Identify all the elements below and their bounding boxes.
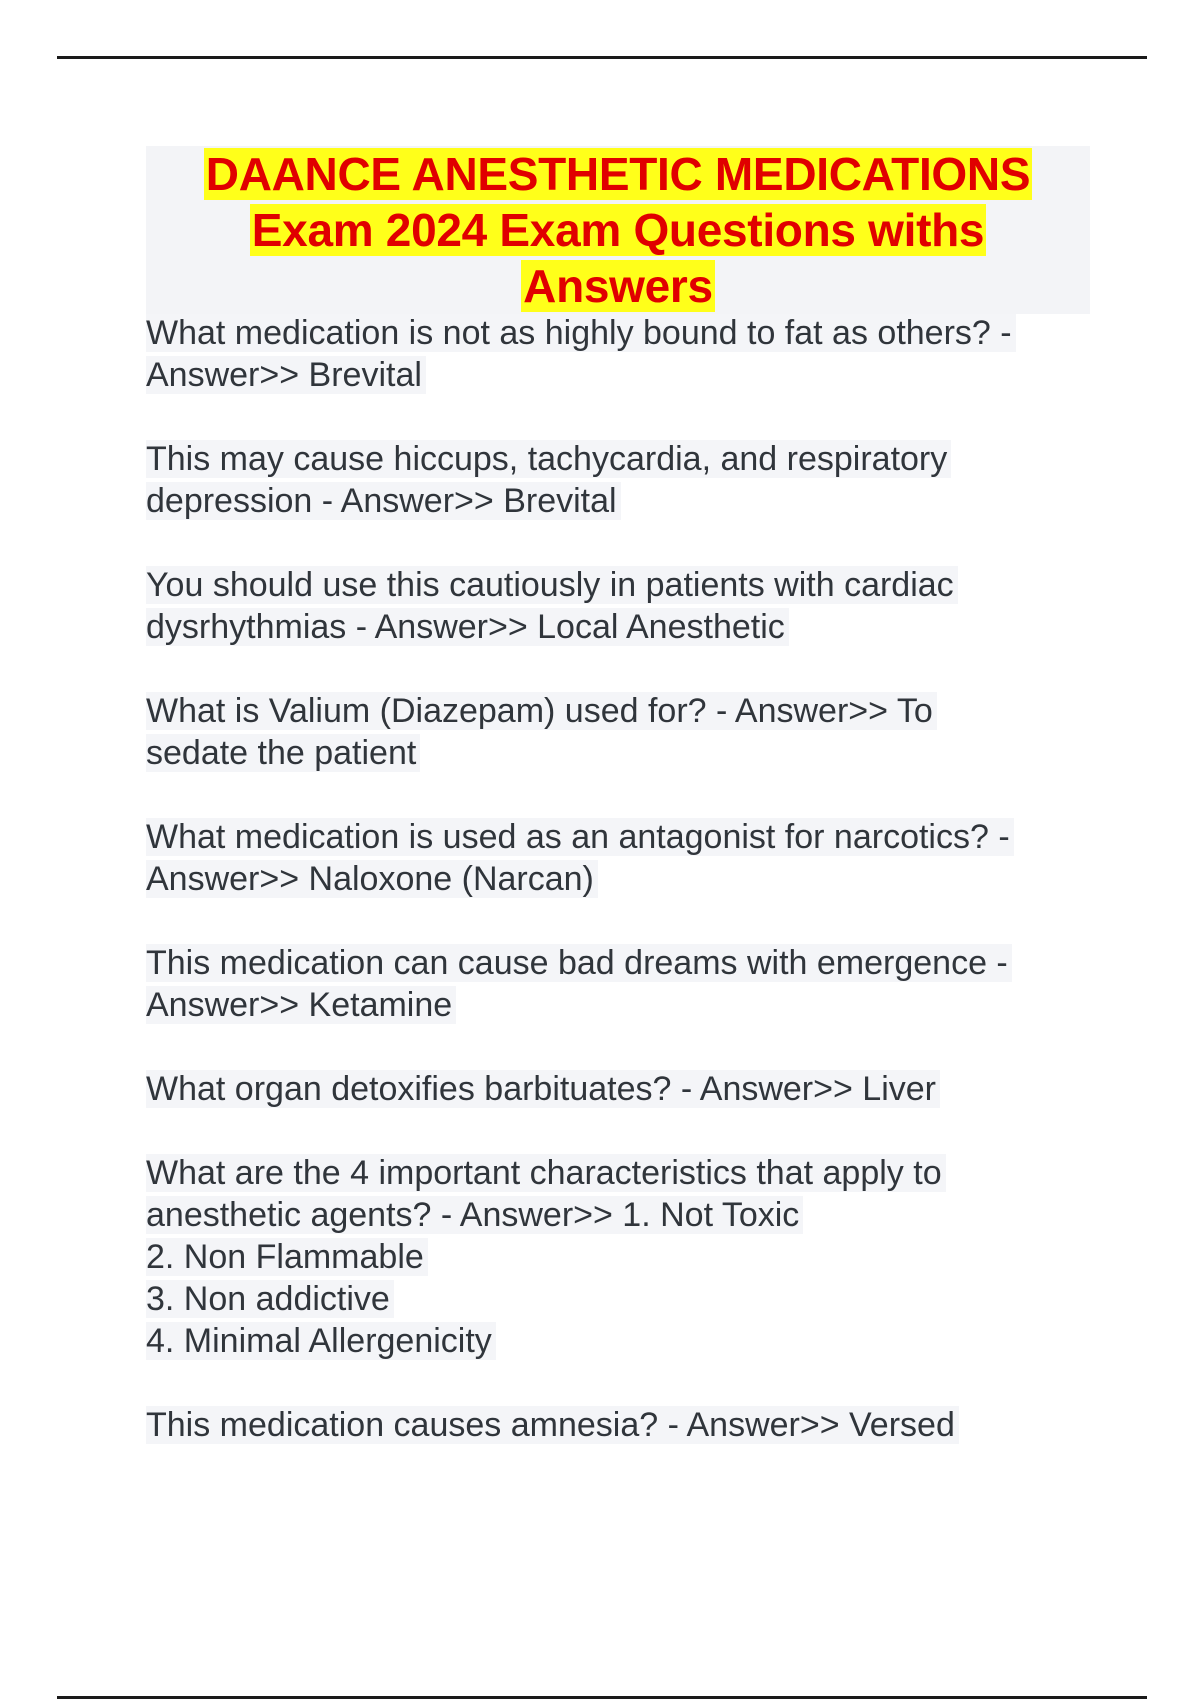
qa-item-4 <box>146 690 1106 774</box>
title-text: Answers <box>523 260 713 312</box>
qa-text-line: What medication is not as highly bound to fat as others? - <box>146 314 1016 352</box>
qa-list <box>146 312 1106 1488</box>
qa-item-6 <box>146 942 1106 1026</box>
qa-item-5 <box>146 816 1106 900</box>
qa-list-item: 2. Non Flammable <box>146 1238 428 1276</box>
qa-text-line: Answer>> Brevital <box>146 356 426 394</box>
header-rule <box>57 56 1147 59</box>
qa-list-item: 3. Non addictive <box>146 1280 394 1318</box>
qa-text-line: depression - Answer>> Brevital <box>146 482 621 520</box>
qa-text-line: dysrhythmias - Answer>> Local Anesthetic <box>146 608 789 646</box>
qa-text-line: Answer>> Naloxone (Narcan) <box>146 860 598 898</box>
qa-text-line: What medication is used as an antagonist for narcotics? - <box>146 818 1014 856</box>
qa-item-2 <box>146 438 1106 522</box>
qa-text-line: You should use this cautiously in patients with cardiac <box>146 566 958 604</box>
qa-text-line: This may cause hiccups, tachycardia, and respiratory <box>146 440 951 478</box>
qa-text-line: sedate the patient <box>146 734 420 772</box>
qa-item-3 <box>146 564 1106 648</box>
qa-item-7 <box>146 1068 1106 1110</box>
qa-text-line: This medication can cause bad dreams with emergence - <box>146 944 1012 982</box>
footer-rule <box>57 1696 1147 1699</box>
qa-item-8 <box>146 1152 1106 1362</box>
qa-text-line: What are the 4 important characteristics that apply to <box>146 1154 946 1192</box>
title-line-1 <box>146 146 1090 202</box>
qa-text-line: This medication causes amnesia? - Answer>> Versed <box>146 1406 959 1444</box>
qa-text-line: Answer>> Ketamine <box>146 986 456 1024</box>
title-line-2 <box>146 202 1090 258</box>
title-line-3 <box>146 258 1090 314</box>
qa-list-item: 4. Minimal Allergenicity <box>146 1322 496 1360</box>
qa-text-line: What organ detoxifies barbituates? - Answer>> Liver <box>146 1070 940 1108</box>
document-title <box>146 146 1090 314</box>
qa-text-line: anesthetic agents? - Answer>> 1. Not Toxic <box>146 1196 803 1234</box>
title-text: DAANCE ANESTHETIC MEDICATIONS <box>205 148 1031 200</box>
qa-item-9 <box>146 1404 1106 1446</box>
qa-item-1 <box>146 312 1106 396</box>
title-text: Exam 2024 Exam Questions withs <box>251 204 985 256</box>
qa-text-line: What is Valium (Diazepam) used for? - Answer>> To <box>146 692 937 730</box>
